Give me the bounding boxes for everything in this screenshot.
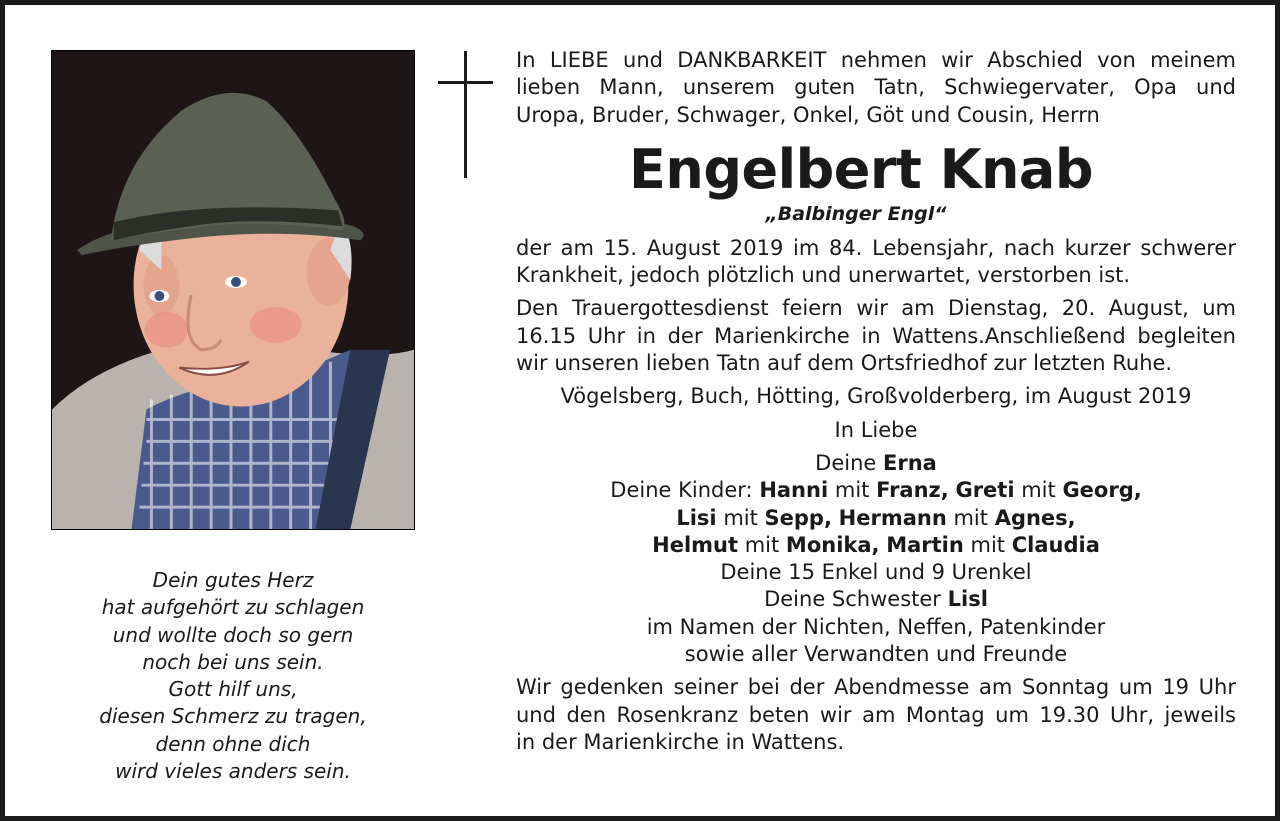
poem-line: wird vieles anders sein. [115,759,351,784]
deceased-nickname: „Balbinger Engl“ [765,202,947,225]
children-prefix: Deine Kinder: [610,478,753,503]
intro-line: Uropa, Bruder, Schwager, Onkel, Göt und Cousin, Herrn [516,102,1100,127]
wife-line [516,450,1236,477]
sister-prefix: Deine Schwester [764,587,941,612]
partner-name: Claudia [1011,532,1100,557]
in-liebe: In Liebe [834,417,918,442]
wife-name: Erna [883,450,937,475]
mit-word: mit [834,478,870,503]
children-line [516,505,1236,532]
poem-line: noch bei uns sein. [142,649,324,674]
wife-prefix: Deine [815,450,877,475]
funeral-line: 16.15 Uhr in der Marienkirche in Wattens.Anschließend begleiten [516,323,1236,348]
child-name: Hanni [759,478,829,503]
child-name: Martin [886,532,964,557]
poem-line: hat aufgehört zu schlagen [101,595,365,620]
relatives-line: sowie aller Verwandten und Freunde [684,642,1068,667]
poem-line: Dein gutes Herz [152,568,314,592]
partner-name: Franz, [876,478,949,503]
intro-paragraph [516,47,1236,129]
funeral-line: Den Trauergottesdienst feiern wir am Dienstag, 20. August, um [516,296,1236,321]
sister-line [516,586,1236,613]
death-line: Krankheit, jedoch plötzlich und unerwartet, verstorben ist. [516,263,1131,288]
memorial-paragraph [516,674,1236,756]
portrait-photo [51,50,415,530]
portrait-image [52,51,414,529]
child-name: Hermann [838,505,947,530]
memorial-line: in der Marienkirche in Wattens. [516,729,845,754]
child-name: Helmut [652,532,739,557]
memorial-line: und den Rosenkranz beten wir am Montag um 19.30 Uhr, jeweils [516,702,1236,727]
intro-line: In LIEBE und DANKBARKEIT nehmen wir Abschied von meinem [516,48,1236,72]
places-date: Vögelsberg, Buch, Hötting, Großvolderberg, im August 2019 [560,384,1192,409]
notice-text [516,47,1236,756]
intro-line: lieben Mann, unserem guten Tatn, Schwiegervater, Opa und [516,75,1236,100]
child-name: Lisi [676,505,717,530]
poem-line: denn ohne dich [155,731,311,756]
sister-name: Lisl [947,587,988,612]
partner-name: Monika, [785,532,880,557]
mit-word: mit [723,505,758,530]
mit-word: mit [953,505,988,530]
funeral-line: wir unseren lieben Tatn auf dem Ortsfriedhof zur letzten Ruhe. [516,351,1173,376]
poem [51,567,415,785]
mourners-block [516,383,1236,668]
death-notice [516,235,1236,290]
children-line [516,477,1236,504]
poem-line: Gott hilf uns, [168,677,298,702]
mit-word: mit [970,532,1006,557]
funeral-paragraph [516,295,1236,377]
mit-word: mit [744,532,780,557]
poem-line: diesen Schmerz zu tragen, [99,704,367,729]
grandchildren-line: Deine 15 Enkel und 9 Urenkel [720,560,1032,585]
partner-name: Georg, [1062,478,1142,503]
mit-word: mit [1021,478,1056,503]
deceased-name: Engelbert Knab [628,137,1094,201]
partner-name: Agnes, [994,505,1076,530]
relatives-line: im Namen der Nichten, Neffen, Patenkinder [646,614,1106,639]
poem-line: und wollte doch so gern [112,622,354,647]
children-line [516,532,1236,559]
memorial-line: Wir gedenken seiner bei der Abendmesse am Sonntag um 19 Uhr [516,675,1236,700]
partner-name: Sepp, [764,505,832,530]
child-name: Greti [955,478,1015,503]
death-line: der am 15. August 2019 im 84. Lebensjahr, nach kurzer schwerer [516,235,1236,260]
